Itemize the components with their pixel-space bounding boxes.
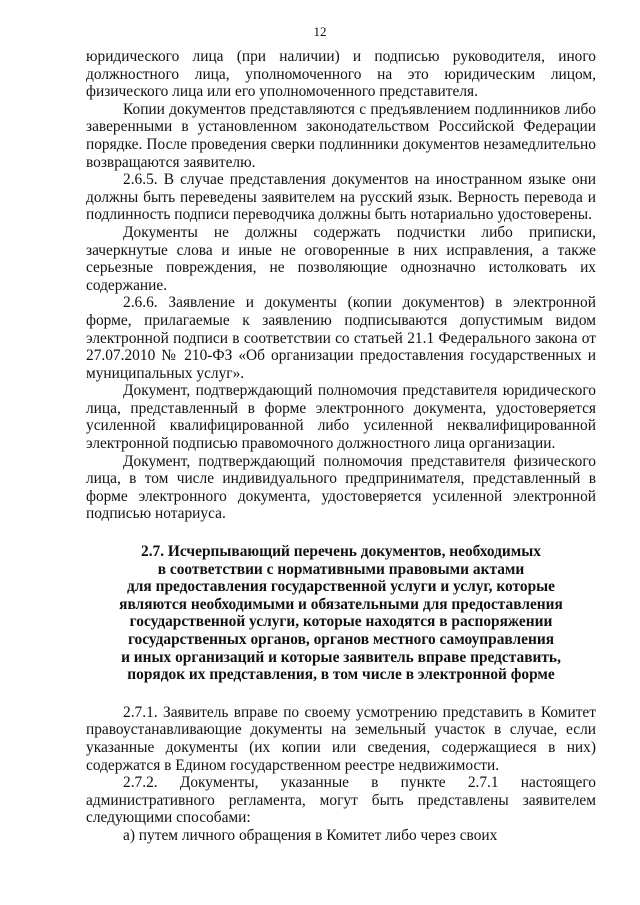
paragraph-legal-rep-document: Документ, подтверждающий полномочия представителя юридического лица, представленный в форме электронного документа, удостоверяется усиленной квалифицированной либо усиленной неквалифицированной электронной подписью правомочного должностного лица организации.: [86, 382, 596, 453]
section-heading-line: 2.7. Исчерпывающий перечень документов, необходимых: [141, 543, 541, 561]
paragraph-continuation: юридического лица (при наличии) и подписью руководителя, иного должностного лица, уполномоченного на это юридическим лицом, физического лица или его уполномоченного представителя.: [86, 48, 596, 101]
paragraph-2-6-5: 2.6.5. В случае представления документов на иностранном языке они должны быть переведены заявителем на русский язык. Верность перевода и подлинность подписи переводчика должны быть нотариально удостоверены.: [86, 171, 596, 224]
paragraph-individual-rep-document: Документ, подтверждающий полномочия представителя физического лица, в том числе индивидуального предпринимателя, представленный в форме электронного документа, удостоверяется усиленной электронной подписью нотариуса.: [86, 452, 596, 523]
paragraph-2-7-2: 2.7.2. Документы, указанные в пункте 2.7.1 настоящего административного регламента, могут быть представлены заявителем следующими способами:: [86, 774, 596, 827]
section-heading-line: в соответствии с нормативными правовыми актами: [157, 560, 525, 578]
paragraph-item-a: а) путем личного обращения в Комитет либо через своих: [123, 826, 498, 844]
paragraph-2-7-1: 2.7.1. Заявитель вправе по своему усмотрению представить в Комитет правоустанавливающие документы на земельный участок в случае, если указанные документы (их копии или сведения, содержащиеся в них) содержатся в Едином государственном реестре недвижимости.: [86, 703, 596, 774]
section-heading-line: порядок их представления, в том числе в электронной форме: [127, 666, 555, 684]
document-body: [86, 48, 596, 845]
page-number: 12: [313, 24, 327, 39]
section-heading-line: являются необходимыми и обязательными для предоставления: [119, 595, 563, 613]
section-heading-line: и иных организаций и которые заявитель вправе представить,: [121, 648, 561, 666]
section-heading-line: государственной услуги, которые находятся в распоряжении: [129, 613, 553, 631]
section-heading-line: государственных органов, органов местного самоуправления: [127, 631, 555, 648]
section-heading-2-7: [86, 543, 596, 684]
paragraph-2-6-6: 2.6.6. Заявление и документы (копии документов) в электронной форме, прилагаемые к заявлению подписываются допустимым видом электронной подписи в соответствии со статьей 21.1 Федерального закона от 27.07.2010 № 210-ФЗ «Об организации предоставления государственных и муниципальных услуг».: [86, 294, 596, 382]
paragraph-copies: Копии документов представляются с предъявлением подлинников либо заверенными в установленном законодательством Российской Федерации порядке. После проведения сверки подлинники документов незамедлительно возвращаются заявителю.: [86, 100, 596, 171]
section-heading-line: для предоставления государственной услуги и услуг, которые: [126, 578, 555, 596]
paragraph-no-corrections: Документы не должны содержать подчистки либо приписки, зачеркнутые слова и иные не оговоренные в них исправления, а также серьезные повреждения, не позволяющие однозначно истолковать их содержание.: [86, 223, 596, 294]
